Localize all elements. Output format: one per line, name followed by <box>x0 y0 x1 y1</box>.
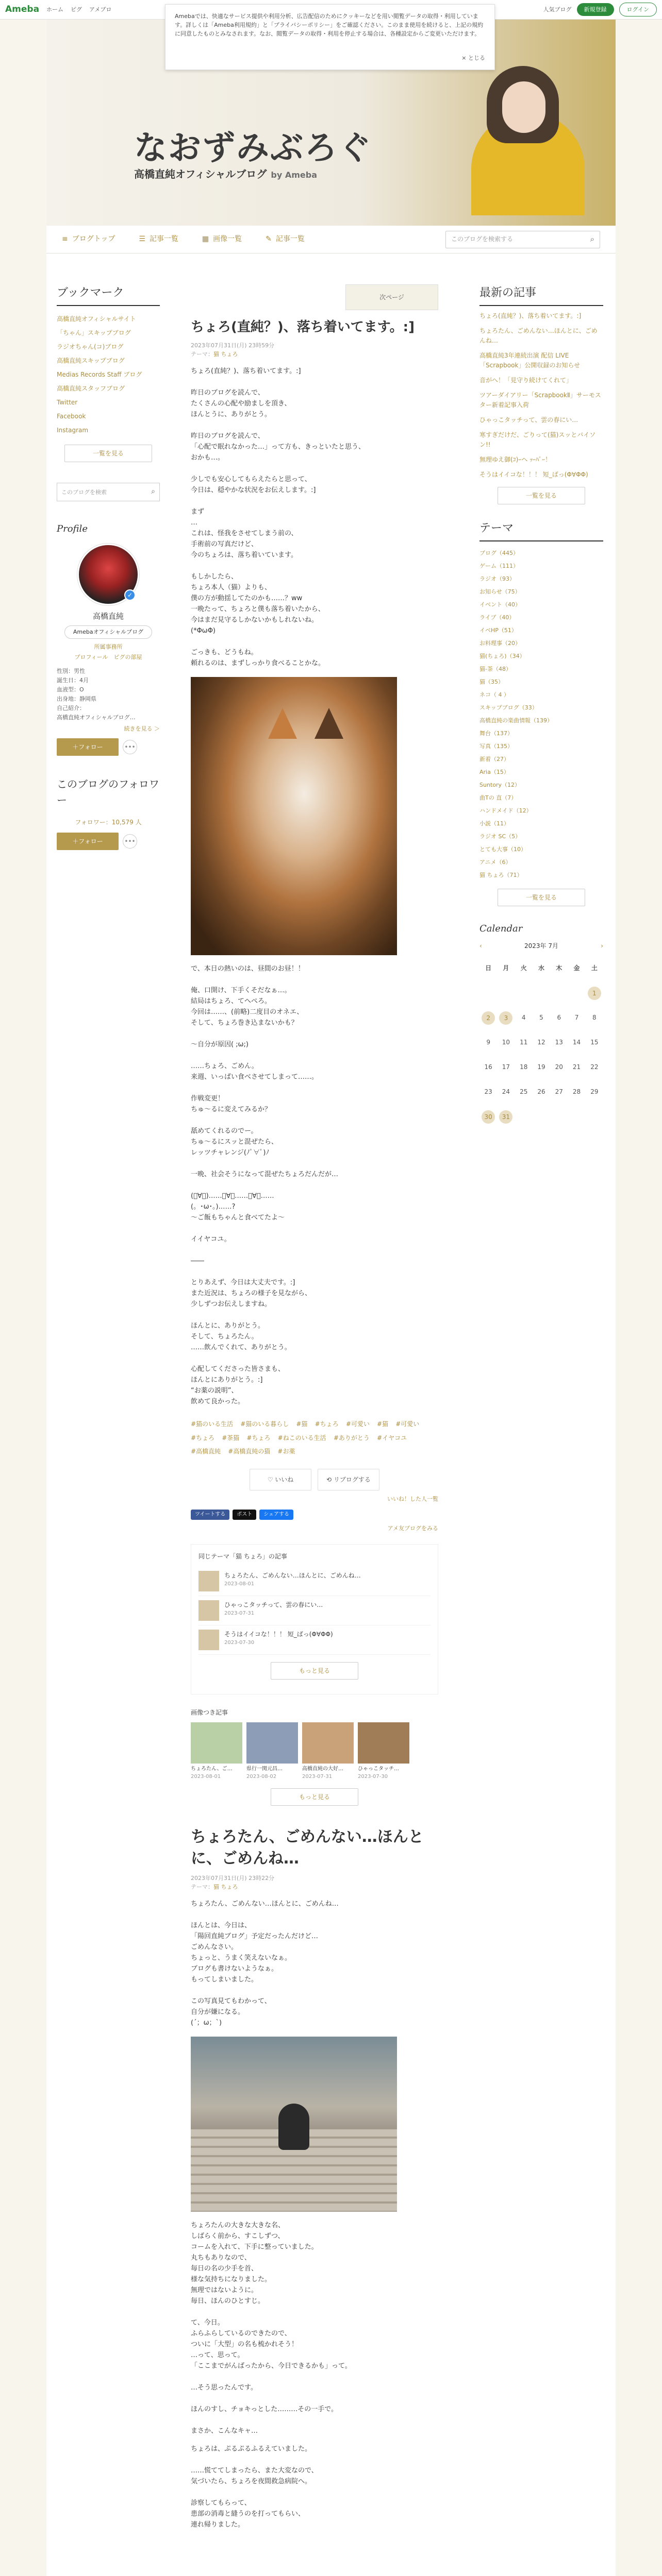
cal-week <box>479 1006 603 1030</box>
avatar[interactable] <box>77 544 139 605</box>
cal-day-number: 10 <box>502 1039 510 1046</box>
pigg-room-link[interactable]: ピグの部屋 <box>113 654 142 661</box>
cal-day[interactable] <box>586 1055 603 1080</box>
theme-prefix: テーマ： <box>191 351 213 358</box>
theme-item[interactable]: イベント（40） <box>479 601 521 608</box>
entry2-body: ちょろたん、ごめんない…ほんとに、ごめんね… ほんとは、今日は、 「陽回直純ブログ」予定だったんだけど… ごめんなさい。 ちょっと、うまく笑えないなぁ。 ブログも書けないようなぁ。 もってしまいました。 この写真見てもわかって、 自分が嫌になる。 (´；ω；`) <box>191 1900 339 2027</box>
hashtag[interactable]: #イヤコユ <box>377 1434 407 1442</box>
cal-day[interactable] <box>533 1080 550 1105</box>
entry-date-2: 2023年07月31日(月) 23時22分 <box>191 1874 275 1882</box>
cal-day[interactable] <box>479 1080 497 1105</box>
cal-day[interactable] <box>568 1055 585 1080</box>
cal-day-number: 2 <box>482 1011 495 1025</box>
hashtag[interactable]: #ちょろ <box>315 1420 339 1428</box>
cal-day[interactable] <box>479 1030 497 1055</box>
hashtag[interactable]: #猫 <box>296 1420 308 1428</box>
hashtag[interactable]: #お薬 <box>277 1448 295 1455</box>
theme-item[interactable]: ブログ（445） <box>479 550 519 557</box>
recent-entry-link[interactable]: 高橋直純3年連続出演 配信 LIVE「Scrapbook」公開収録のお知らせ <box>479 352 581 369</box>
search-icon[interactable]: ⌕ <box>151 487 155 496</box>
image-entry-date: 2023-08-02 <box>246 1774 277 1780</box>
theme-heading: テーマ <box>479 520 603 541</box>
cal-day[interactable] <box>497 1006 515 1030</box>
hashtag[interactable]: #可愛い <box>395 1420 420 1428</box>
bookmark-item[interactable]: Instagram <box>57 427 89 434</box>
cal-day[interactable] <box>586 1006 603 1030</box>
cal-day[interactable] <box>497 1080 515 1105</box>
bookmark-item[interactable]: ラジオちゃん(コ)ブログ <box>57 343 124 351</box>
menu-label: ブログトップ <box>72 234 115 243</box>
blog-search-input[interactable] <box>445 231 600 248</box>
cal-day <box>586 1105 603 1129</box>
cal-day-number: 23 <box>484 1088 492 1096</box>
cal-weekday: 木 <box>556 964 562 972</box>
popular-blog-link[interactable]: 人気ブログ <box>543 6 572 13</box>
main-container <box>46 253 616 2576</box>
image-entry[interactable] <box>246 1722 298 1781</box>
cal-day[interactable] <box>550 1080 568 1105</box>
cal-week <box>479 981 603 1006</box>
left-sidebar <box>57 284 160 850</box>
calendar-nav <box>479 941 603 951</box>
entry2-body-3: ちょろは、ぷるぷるふるえていました。 ……慌ててしまったら、また大変なので、 気づいたら、ちょろを夜間救急病院へ。 診察してもらって、 患部の消毒と縫うのを打ってもらい、 連れ帰りました。 <box>191 2445 318 2529</box>
cal-day-number: 7 <box>574 1014 579 1022</box>
cat-photo[interactable] <box>191 677 397 955</box>
cal-day[interactable] <box>533 1030 550 1055</box>
cal-day-number: 14 <box>572 1039 581 1046</box>
cal-weekday: 水 <box>538 964 544 972</box>
related-entries <box>191 1544 438 1694</box>
theme-item[interactable]: 猫-茶（48） <box>479 666 511 673</box>
image-entry-text: ちょろたん、ご… <box>191 1766 233 1772</box>
cal-day <box>568 1105 585 1129</box>
profile-read-more[interactable]: 続きを見る ＞ <box>124 725 160 733</box>
menu-label: 記事一覧 <box>149 234 178 243</box>
hashtag[interactable]: #高橋直純の猫 <box>228 1448 271 1455</box>
cal-day[interactable] <box>479 1055 497 1080</box>
entry-date: 2023年07月31日(月) 23時59分 <box>191 342 275 349</box>
agency-link[interactable]: 所属事務所 <box>94 643 123 651</box>
follower-count: フォロワー：10,579 人 <box>75 819 142 826</box>
image-entry-text: ひゃっこタッチ… <box>358 1766 399 1772</box>
profile-heading: Profile <box>57 523 88 535</box>
cal-day[interactable] <box>586 1030 603 1055</box>
nav-pigg-link[interactable]: ピグ <box>71 6 82 13</box>
hashtag[interactable]: #茶猫 <box>222 1434 240 1442</box>
tweet-button[interactable]: ツイートする <box>191 1510 229 1520</box>
image-entry[interactable] <box>191 1722 242 1781</box>
cal-day[interactable] <box>515 1030 533 1055</box>
cal-day-number: 30 <box>482 1110 495 1124</box>
theme-link-2[interactable]: 猫 ちょろ <box>213 1883 238 1890</box>
image-entry-thumb <box>358 1722 409 1764</box>
bookmark-item[interactable]: Facebook <box>57 413 86 420</box>
related-more-button[interactable]: もっと見る <box>271 1662 358 1680</box>
image-entries-heading: 画像つき記事 <box>191 1708 228 1716</box>
cal-day[interactable] <box>586 981 603 1006</box>
cal-day <box>568 981 585 1006</box>
cal-day[interactable] <box>568 1080 585 1105</box>
related-thumb <box>198 1630 219 1650</box>
entry-title[interactable]: ちょろ(直純？)、落ち着いてます。:] <box>191 319 415 335</box>
hashtag[interactable]: #可愛い <box>345 1420 370 1428</box>
list-icon: ☰ <box>139 234 145 243</box>
follow-row <box>57 738 160 756</box>
reblog-button[interactable] <box>318 1469 379 1490</box>
cal-day-number: 9 <box>486 1039 490 1046</box>
bookmark-heading: ブックマーク <box>57 284 160 306</box>
menu-entry-list[interactable] <box>139 234 178 245</box>
follow-row-2 <box>57 833 160 850</box>
cookie-notice <box>165 4 495 70</box>
recent-entry-link[interactable]: 寒すぎだけだ、ごりって(猫)スッとバイソン!! <box>479 431 596 449</box>
bookmark-list <box>57 312 160 437</box>
nav-ameblo-link[interactable]: アメブロ <box>89 6 112 13</box>
signup-button[interactable]: 新規登録 <box>577 3 614 16</box>
cal-day[interactable] <box>515 1055 533 1080</box>
calendar-prev-button[interactable]: ‹ <box>479 942 482 950</box>
image-entry-thumb <box>246 1722 298 1764</box>
theme-item[interactable]: ラジオ（93） <box>479 575 515 583</box>
cal-day-number: 17 <box>502 1063 510 1071</box>
bookmark-item[interactable]: Medias Records Staff ブログ <box>57 371 142 379</box>
cal-day[interactable] <box>568 1006 585 1030</box>
cal-day[interactable] <box>568 1030 585 1055</box>
related-date: 2023-08-01 <box>224 1581 255 1587</box>
recent-more-button[interactable]: 一覧を見る <box>498 487 585 504</box>
image-entry-date: 2023-07-31 <box>302 1774 333 1780</box>
image-entry-text: 高橋直純の大好… <box>302 1766 343 1772</box>
theme-item[interactable]: ゲーム（111） <box>479 563 519 570</box>
profile-detail: 性別：男性 誕生日：4月 血液型：O 出身地：静岡県 自己紹介： 高橋直純オフィシャルブログ… <box>57 668 136 721</box>
nav-home-link[interactable]: ホーム <box>46 6 64 13</box>
theme-prefix: テーマ： <box>191 1883 213 1890</box>
related-item[interactable] <box>198 1567 431 1596</box>
entry-theme <box>191 350 438 359</box>
hashtag[interactable]: #ちょろ <box>246 1434 271 1442</box>
cal-day[interactable] <box>515 1006 533 1030</box>
official-blog-badge[interactable]: Amebaオフィシャルブログ <box>64 625 152 639</box>
follow-button-2[interactable]: ＋フォロー <box>57 833 119 850</box>
recent-entry-link[interactable]: そうはイイコな！！！ 短_ばっ(Φ∀ΦΦ) <box>479 471 588 479</box>
theme-item[interactable]: 舞台（137） <box>479 730 513 737</box>
hashtag[interactable]: #ありがとう <box>333 1434 370 1442</box>
calendar-month: 2023年 7月 <box>524 942 558 950</box>
theme-item[interactable]: スキップブログ（33） <box>479 704 538 711</box>
entry-column <box>191 284 438 2530</box>
menu-label: 記事一覧 <box>275 234 305 243</box>
cal-day-number: 3 <box>499 1011 512 1025</box>
reblog-icon: ⟲ <box>326 1476 334 1483</box>
cal-day[interactable] <box>479 1006 497 1030</box>
cal-day[interactable] <box>550 1030 568 1055</box>
cal-weekday: 土 <box>591 964 598 972</box>
share-row <box>191 1510 438 1520</box>
stairs-photo[interactable] <box>191 2037 397 2212</box>
more-options-icon[interactable]: ••• <box>123 740 137 754</box>
cal-week <box>479 1080 603 1105</box>
related-thumb <box>198 1571 219 1591</box>
theme-item[interactable]: 曲Tの 直（7） <box>479 794 517 802</box>
action-row <box>191 1469 438 1490</box>
hashtag[interactable]: #ちょろ <box>191 1434 215 1442</box>
image-entry[interactable] <box>302 1722 354 1781</box>
bookmark-item[interactable]: 「ちゃん」スキップブログ <box>57 329 131 337</box>
cal-day-number: 31 <box>499 1110 512 1124</box>
cookie-text: Amebaでは、快適なサービス提供や利用分析、広告配信のためにクッキーなどを用い閲覧データの取得・利用しています。詳しくは「Ameba利用規約」と「プライバシーポリシー」をご確認ください。このまま使用を続けると、上記の規約に同意したものとみなされます。なお、閲覧データの取得・利用を停止する場合は、各種設定からご変更いただけます。 <box>175 13 484 38</box>
calendar-body <box>479 981 603 1129</box>
more-options-icon[interactable]: ••• <box>123 834 137 849</box>
ameba-friends-link[interactable]: アメ友ブログをみる <box>387 1524 438 1532</box>
hashtag[interactable]: #猫のいる暮らし <box>240 1420 289 1428</box>
theme-item[interactable]: お料理事（20） <box>479 640 521 647</box>
related-item[interactable] <box>198 1596 431 1625</box>
cal-day-number: 27 <box>555 1088 563 1096</box>
cal-day <box>533 981 550 1006</box>
facebook-share-button[interactable]: シェアする <box>259 1510 293 1520</box>
related-date: 2023-07-31 <box>224 1611 255 1617</box>
bookmark-item[interactable]: Twitter <box>57 399 78 406</box>
cal-day <box>550 981 568 1006</box>
image-entry[interactable] <box>358 1722 409 1781</box>
hashtag-list <box>191 1417 438 1459</box>
image-entry-thumb <box>302 1722 354 1764</box>
theme-item[interactable]: Suntory（12） <box>479 782 520 789</box>
cal-day[interactable] <box>533 1055 550 1080</box>
cal-day-number: 12 <box>537 1039 545 1046</box>
calendar-heading: Calendar <box>479 923 523 935</box>
theme-link[interactable]: 猫 ちょろ <box>213 351 238 358</box>
calendar <box>479 956 603 1129</box>
profile-links <box>57 642 160 663</box>
cal-day <box>479 981 497 1006</box>
theme-item[interactable]: ラジオ SC（5） <box>479 833 521 840</box>
cal-day-number: 22 <box>590 1063 599 1071</box>
hashtag[interactable]: #高橋直純 <box>191 1448 221 1455</box>
menu-label: 画像一覧 <box>213 234 242 243</box>
cal-day[interactable] <box>586 1080 603 1105</box>
theme-item[interactable]: 高橋直純の楽曲情報（139） <box>479 717 553 724</box>
related-item[interactable] <box>198 1625 431 1655</box>
cal-day-number: 24 <box>502 1088 510 1096</box>
related-heading: 同じテーマ「猫 ちょろ」の記事 <box>198 1552 287 1560</box>
image-entry-thumb <box>191 1722 242 1764</box>
pen-icon: ✎ <box>266 234 272 243</box>
cal-day-number: 11 <box>520 1039 528 1046</box>
theme-item[interactable]: ネコ（ 4 ） <box>479 691 509 699</box>
related-text: ひゃっこタッチって、雲の春にい… <box>224 1601 323 1608</box>
follower-heading: このブログのフォロワー <box>57 778 159 807</box>
cal-day <box>515 1105 533 1129</box>
bookmark-item[interactable]: 高橋直純オフィシャルサイト <box>57 315 136 323</box>
cal-week <box>479 1030 603 1055</box>
theme-item[interactable]: 猫 ちょろ（71） <box>479 872 523 879</box>
reblog-label: リブログする <box>333 1476 371 1483</box>
sidebar-search-input[interactable] <box>57 483 160 501</box>
image-icon: ▦ <box>202 234 209 243</box>
menu-image-list[interactable] <box>202 234 242 245</box>
cal-day[interactable] <box>497 1055 515 1080</box>
profile-link[interactable]: プロフィール <box>74 654 108 661</box>
cal-weekday: 日 <box>485 964 492 972</box>
related-date: 2023-07-30 <box>224 1640 255 1646</box>
cal-day[interactable] <box>497 1030 515 1055</box>
cal-day[interactable] <box>550 1006 568 1030</box>
pager <box>191 284 438 310</box>
entry-title-2[interactable]: ちょろたん、ごめんない…ほんとに、ごめんね… <box>191 1827 424 1868</box>
cal-day-number: 26 <box>537 1088 545 1096</box>
right-sidebar <box>479 284 603 1129</box>
cal-day <box>515 981 533 1006</box>
cal-weekday: 金 <box>573 964 580 972</box>
follow-button[interactable]: ＋フォロー <box>57 738 119 756</box>
theme-item[interactable]: イベHP（51） <box>479 627 517 634</box>
theme-item[interactable]: ライブ（40） <box>479 614 515 621</box>
bookmark-more-button[interactable]: 一覧を見る <box>64 445 152 462</box>
like-label: いいね <box>275 1476 294 1483</box>
blog-title[interactable]: なおずみぶろぐ <box>134 129 372 167</box>
like-button[interactable] <box>250 1469 311 1490</box>
hashtag[interactable]: #猫 <box>377 1420 389 1428</box>
hashtag[interactable]: #猫のいる生活 <box>191 1420 234 1428</box>
recent-entries-heading: 最新の記事 <box>479 284 603 306</box>
cal-day-number: 28 <box>572 1088 581 1096</box>
related-thumb <box>198 1600 219 1621</box>
login-button[interactable]: ログイン <box>619 3 657 16</box>
cal-day-number: 20 <box>555 1063 563 1071</box>
recent-entry-link[interactable]: 音がへ！「見守り続けてくれて」 <box>479 377 573 384</box>
entry2-body-2: ちょろたんの大きな大きな名、 しばらく前から、すこしずつ、 コームを入れて、下手に整っていました。 丸ちもありなので、 毎日の名の少手を首、 様な気持ちになりました。 無理ではないように。 毎日、ほんのひとすじ。 て、今日。 ふらふらしているのできたので、 ついに「大型」の名も梳かれそう！ …って、思って。 「ここまでがんばったから、今日できるかも」って。 …そう思ったんです。 ほんのすし、チョキっとした………その一手で。 まさか、こんなキャ… <box>191 2221 352 2435</box>
cal-day-number: 29 <box>590 1088 599 1096</box>
cal-day-number: 19 <box>537 1063 545 1071</box>
cal-day-number: 8 <box>592 1014 597 1022</box>
theme-item[interactable]: 写真（135） <box>479 743 513 750</box>
menu-entry-list-2[interactable] <box>266 234 305 245</box>
theme-list <box>479 547 603 882</box>
cal-day-number: 13 <box>555 1039 563 1046</box>
cal-weekday: 月 <box>503 964 509 972</box>
recent-entry-link[interactable]: ちょろ(直純？)、落ち着いてます。:] <box>479 312 582 320</box>
search-placeholder: このブログを検索する <box>451 235 514 243</box>
image-entry-date: 2023-07-30 <box>358 1774 388 1780</box>
next-page-button[interactable]: 次ページ <box>345 284 438 310</box>
entry-theme-2 <box>191 1883 438 1891</box>
image-entry-date: 2023-08-01 <box>191 1774 221 1780</box>
recent-entries-list <box>479 311 603 480</box>
theme-item[interactable]: Aria（15） <box>479 769 509 776</box>
theme-item[interactable]: 新着（27） <box>479 756 509 763</box>
blog-subtitle-text: 高橋直純オフィシャルブログ <box>134 168 267 180</box>
cal-day <box>550 1105 568 1129</box>
theme-item[interactable]: お知らせ（75） <box>479 588 521 596</box>
recent-entry-link[interactable]: ひゃっこタッチって、雲の春にい… <box>479 416 578 424</box>
profile-name[interactable]: 高橋直純 <box>92 611 124 621</box>
search-icon[interactable]: ⌕ <box>590 234 594 244</box>
cal-day-number: 21 <box>572 1063 581 1071</box>
ameba-credit: by Ameba <box>271 170 318 180</box>
cal-day-number: 1 <box>588 987 601 1000</box>
ameba-logo[interactable]: Ameba <box>5 4 40 15</box>
verified-badge-icon: ✓ <box>124 589 136 601</box>
entry-body-2: で、本日の熱いのは、昼間のお昼！！ 俺、口開け、下手くそだなぁ…。 結局はちょろ、てへぺろ。 今回は……、(前略)二度目のオネエ、 そして、ちょろ巻き込まないかも？ 〜自分が原因( ;ω;) ……ちょろ、ごめん。 来週、いっぱい食べさせてしまって……。 作戦変更！ ちゅ〜るに変えてみるか？ 舐めてくれるのでー。 ちゅ〜るにスッと混ぜたら、 レッツチャレンジ(ﾉﾟ∀ﾟ)ﾉ 一晩、社会そうになって混ぜたちょろだんだが… (ﾟ∀ﾟ)……ﾟ∀ﾟ……ﾟ∀ﾟ…… (。･ω･。)……? 〜ご飯もちゃんと食べてたよ〜 イイヤコユ。 ―― とりあえず、今日は大丈夫です。:] また近況は、ちょろの様子を見ながら、 少しずつお伝えしますね。 ほんとに、ありがとう。 そして、ちょろたん。 ……飲んでくれて、ありがとう。 心配してくださった皆さまも、 ほんとにありがとう。:] “お薬の説明”、 飲めて良かった。 <box>191 965 339 1406</box>
sidebar-search-placeholder: このブログを検索 <box>61 488 107 496</box>
cal-day-number: 18 <box>520 1063 528 1071</box>
recent-entry-link[interactable]: 無理ゆえ御(ｺ)ｰヘ ｯｰﾊﾟｰ！ <box>479 456 552 464</box>
cal-day[interactable] <box>497 1105 515 1129</box>
cal-day-number: 15 <box>590 1039 599 1046</box>
related-text: そうはイイコな！！！ 短_ばっ(Φ∀ΦΦ) <box>224 1630 333 1638</box>
theme-item[interactable]: 猫（35） <box>479 679 504 686</box>
cal-day-number: 4 <box>521 1014 526 1022</box>
cal-weekday: 火 <box>520 964 527 972</box>
menu-blog-top[interactable] <box>62 234 115 245</box>
home-icon: ≡ <box>62 234 68 243</box>
related-text: ちょろたん、ごめんない…ほんとに、ごめんね… <box>224 1571 361 1579</box>
bookmark-item[interactable]: 高橋直純スタッフブログ <box>57 385 125 393</box>
cal-day <box>497 981 515 1006</box>
blog-subtitle <box>134 166 317 182</box>
cal-week <box>479 1055 603 1080</box>
cal-week <box>479 1105 603 1129</box>
image-entry-text: 県行一関元昌… <box>246 1766 283 1772</box>
cal-day-number: 25 <box>520 1088 528 1096</box>
recent-entry-link[interactable]: ツアーダイアリー「ScrapbookⅡ」サーモスター新着記事入荷 <box>479 392 601 409</box>
cal-day-number: 5 <box>539 1014 543 1022</box>
cal-day[interactable] <box>479 1105 497 1129</box>
theme-more-button[interactable]: 一覧を見る <box>498 889 585 906</box>
post-button[interactable]: ポスト <box>233 1510 256 1520</box>
cal-day[interactable] <box>533 1006 550 1030</box>
heart-icon: ♡ <box>267 1476 275 1483</box>
header-right <box>543 3 657 16</box>
like-users-link[interactable]: いいね！した人一覧 <box>387 1495 438 1502</box>
cal-day-number: 6 <box>557 1014 561 1022</box>
hashtag[interactable]: #ねこのいる生活 <box>277 1434 326 1442</box>
cal-day <box>533 1105 550 1129</box>
bookmark-item[interactable]: 高橋直純スキップブログ <box>57 357 125 365</box>
calendar-next-button[interactable]: › <box>601 942 603 950</box>
entry-body: ちょろ(直純？)、落ち着いてます。:] 昨日のブログを読んで、 たくさんの心配や励ましを頂き、 ほんとうに、ありがとう。 昨日のブログを読んで、 「心配で眠れなかった…」って方も、きっといたと思う、 おかも…。 少しでも安心してもらえたらと思って、 今日は、穏やかな状況をお伝えします。:] まず … これは、怪我をさせてしまう前の、 手術前の写真だけど、 今のちょろは、落ち着いています。 もしかしたら、 ちょろ本人（猫）よりも、 僕の方が動揺してたのかも……？ww 一晩たって、ちょろと僕も落ち着いたから、 今はまだ見守るしかないかもしれないね。 (*ΦωΦ) ごっきも、どうもね。 頼れるのは、まずしっかり食べることかな。 <box>191 367 366 668</box>
cal-day-number: 16 <box>484 1063 492 1071</box>
theme-item[interactable]: 猫(ちょろ)（34） <box>479 653 525 660</box>
theme-item[interactable]: アニメ（6） <box>479 859 511 866</box>
cookie-close-button[interactable]: × とじる <box>461 54 485 61</box>
image-entries-grid <box>191 1722 438 1781</box>
blog-menu <box>46 226 616 253</box>
cal-day[interactable] <box>550 1055 568 1080</box>
theme-item[interactable]: とても大事（10） <box>479 846 526 853</box>
cal-day[interactable] <box>515 1080 533 1105</box>
theme-item[interactable]: ハンドメイド（12） <box>479 807 532 815</box>
recent-entry-link[interactable]: ちょろたん、ごめんない…ほんとに、ごめんね… <box>479 327 598 345</box>
image-entries-more-button[interactable]: もっと見る <box>271 1788 358 1806</box>
theme-item[interactable]: 小説（11） <box>479 820 509 827</box>
